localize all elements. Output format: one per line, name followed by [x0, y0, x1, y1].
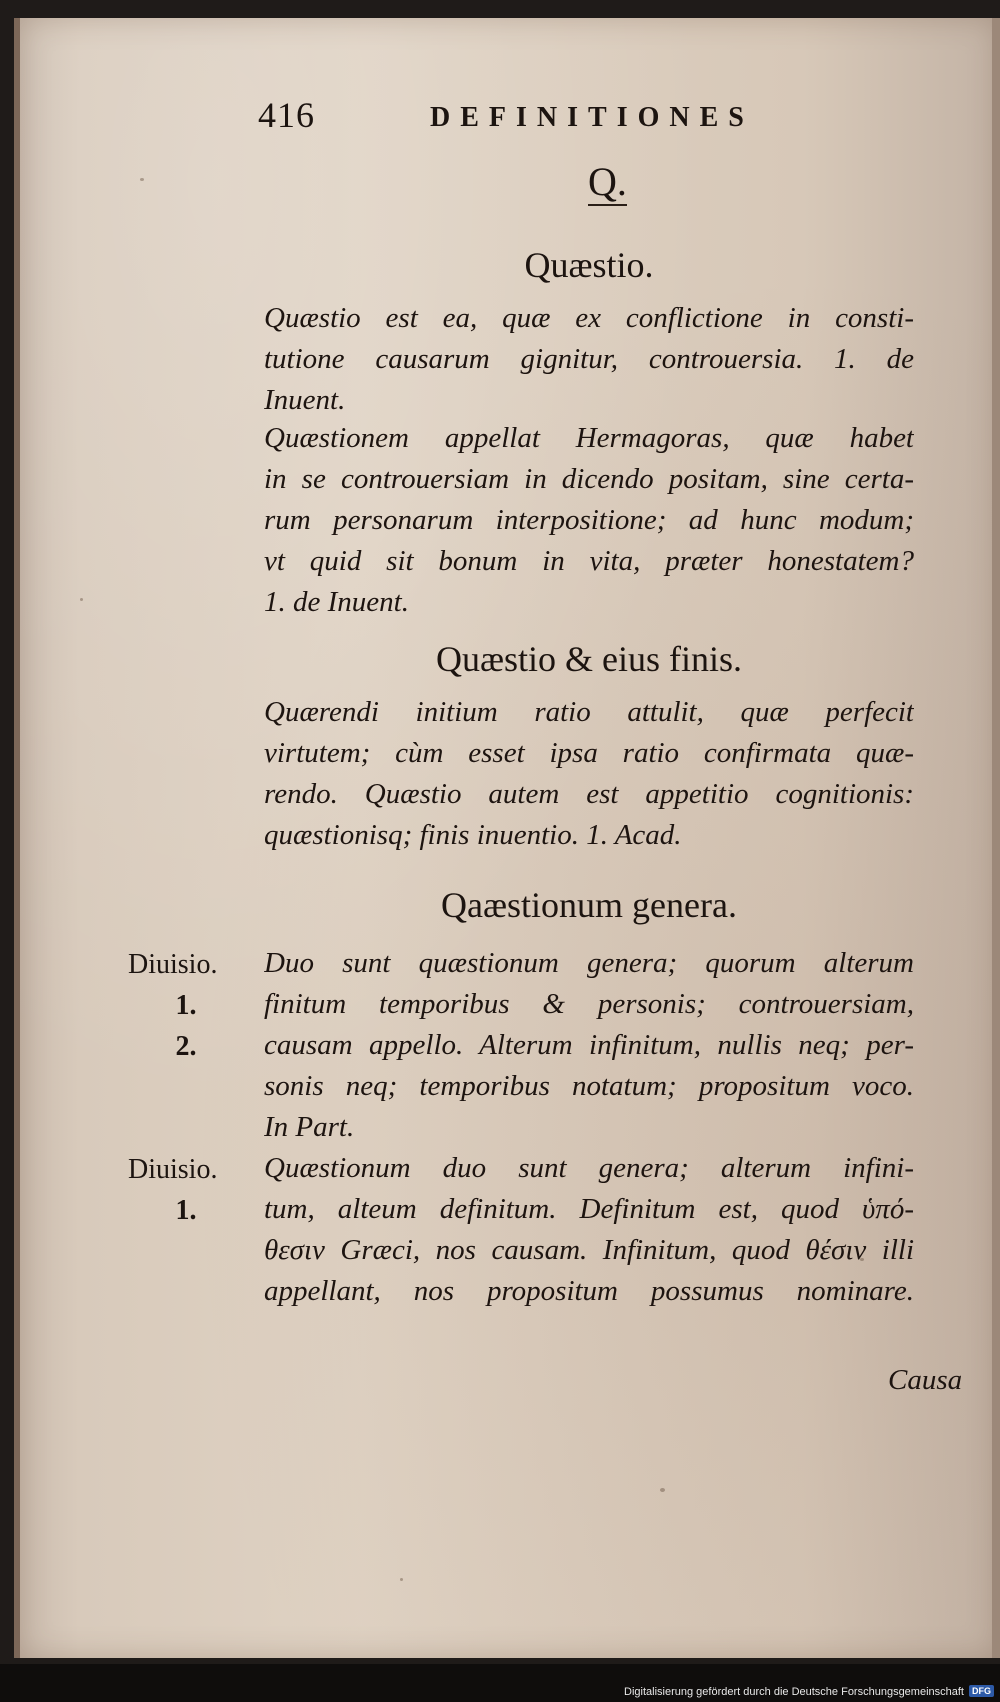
- paper-speck: [660, 1488, 665, 1492]
- margin-note-number: 1.: [175, 1195, 197, 1226]
- footer-credit: Digitalisierung gefördert durch die Deutsche Forschungsgemeinschaft: [624, 1686, 964, 1698]
- text-line: Quærendi initium ratio attulit, quæ perfecit: [264, 696, 914, 728]
- text-line: Duo sunt quæstionum genera; quorum alterum: [264, 947, 914, 979]
- text-line: rum personarum interpositione; ad hunc modum;: [264, 504, 914, 536]
- text-line: rendo. Quæstio autem est appetitio cognitionis:: [264, 778, 914, 810]
- section-letter: Q.: [588, 159, 627, 204]
- paragraph: [264, 1148, 914, 1312]
- heading-quaestio-finis: Quæstio & eius finis.: [435, 639, 743, 679]
- page-header: [20, 88, 998, 138]
- dfg-logo: DFG: [969, 1685, 994, 1697]
- paragraph: [264, 418, 914, 623]
- paper-speck: [140, 178, 144, 181]
- text-line: causam appello. Alterum infinitum, nullis neq; per-: [264, 1029, 914, 1061]
- running-head: DEFINITIONES: [430, 102, 754, 133]
- margin-note-number: 1.: [175, 990, 197, 1021]
- text-line: 1. de Inuent.: [264, 586, 409, 618]
- text-line: appellant, nos propositum possumus nominare.: [264, 1275, 914, 1307]
- text-line: Inuent.: [264, 384, 346, 416]
- paper-speck: [400, 1578, 403, 1581]
- heading-quaestio: Quæstio.: [524, 245, 654, 285]
- text-line: quæstionisq; finis inuentio. 1. Acad.: [264, 819, 682, 851]
- text-line: tutione causarum gignitur, controuersia. 1. de: [264, 343, 914, 375]
- paragraph: [264, 943, 914, 1148]
- text-line: In Part.: [264, 1111, 355, 1143]
- text-line: virtutem; cùm esset ipsa ratio confirmata quæ-: [264, 737, 914, 769]
- text-line: Quæstionem appellat Hermagoras, quæ habet: [264, 422, 914, 454]
- page-number: 416: [258, 95, 315, 135]
- page-right-edge: [992, 18, 1000, 1658]
- paragraph: [264, 298, 914, 421]
- margin-note-divisio: Diuisio.: [128, 949, 218, 980]
- text-line: Quæstio est ea, quæ ex conflictione in consti-: [264, 302, 914, 334]
- catchword: Causa: [888, 1364, 963, 1396]
- heading-quaestionum-genera: Qaæstionum genera.: [441, 885, 737, 925]
- paper-speck: [80, 598, 83, 601]
- text-line: Quæstionum duo sunt genera; alterum infini-: [264, 1152, 914, 1184]
- margin-note-number: 2.: [175, 1031, 197, 1062]
- paragraph: [264, 692, 914, 856]
- text-line: vt quid sit bonum in vita, præter honestatem?: [264, 545, 914, 577]
- text-line: in se controuersiam in dicendo positam, sine certa-: [264, 463, 914, 495]
- paper-speck: [860, 1258, 864, 1261]
- text-line: θεσιν Græci, nos causam. Infinitum, quod θέσιν illi: [264, 1234, 914, 1266]
- book-page: [20, 18, 998, 1658]
- text-line: tum, alteum definitum. Definitum est, quod ὑπό-: [264, 1193, 914, 1225]
- margin-note-divisio: Diuisio.: [128, 1154, 218, 1185]
- text-line: sonis neq; temporibus notatum; propositum voco.: [264, 1070, 914, 1102]
- text-line: finitum temporibus & personis; controuersiam,: [264, 988, 914, 1020]
